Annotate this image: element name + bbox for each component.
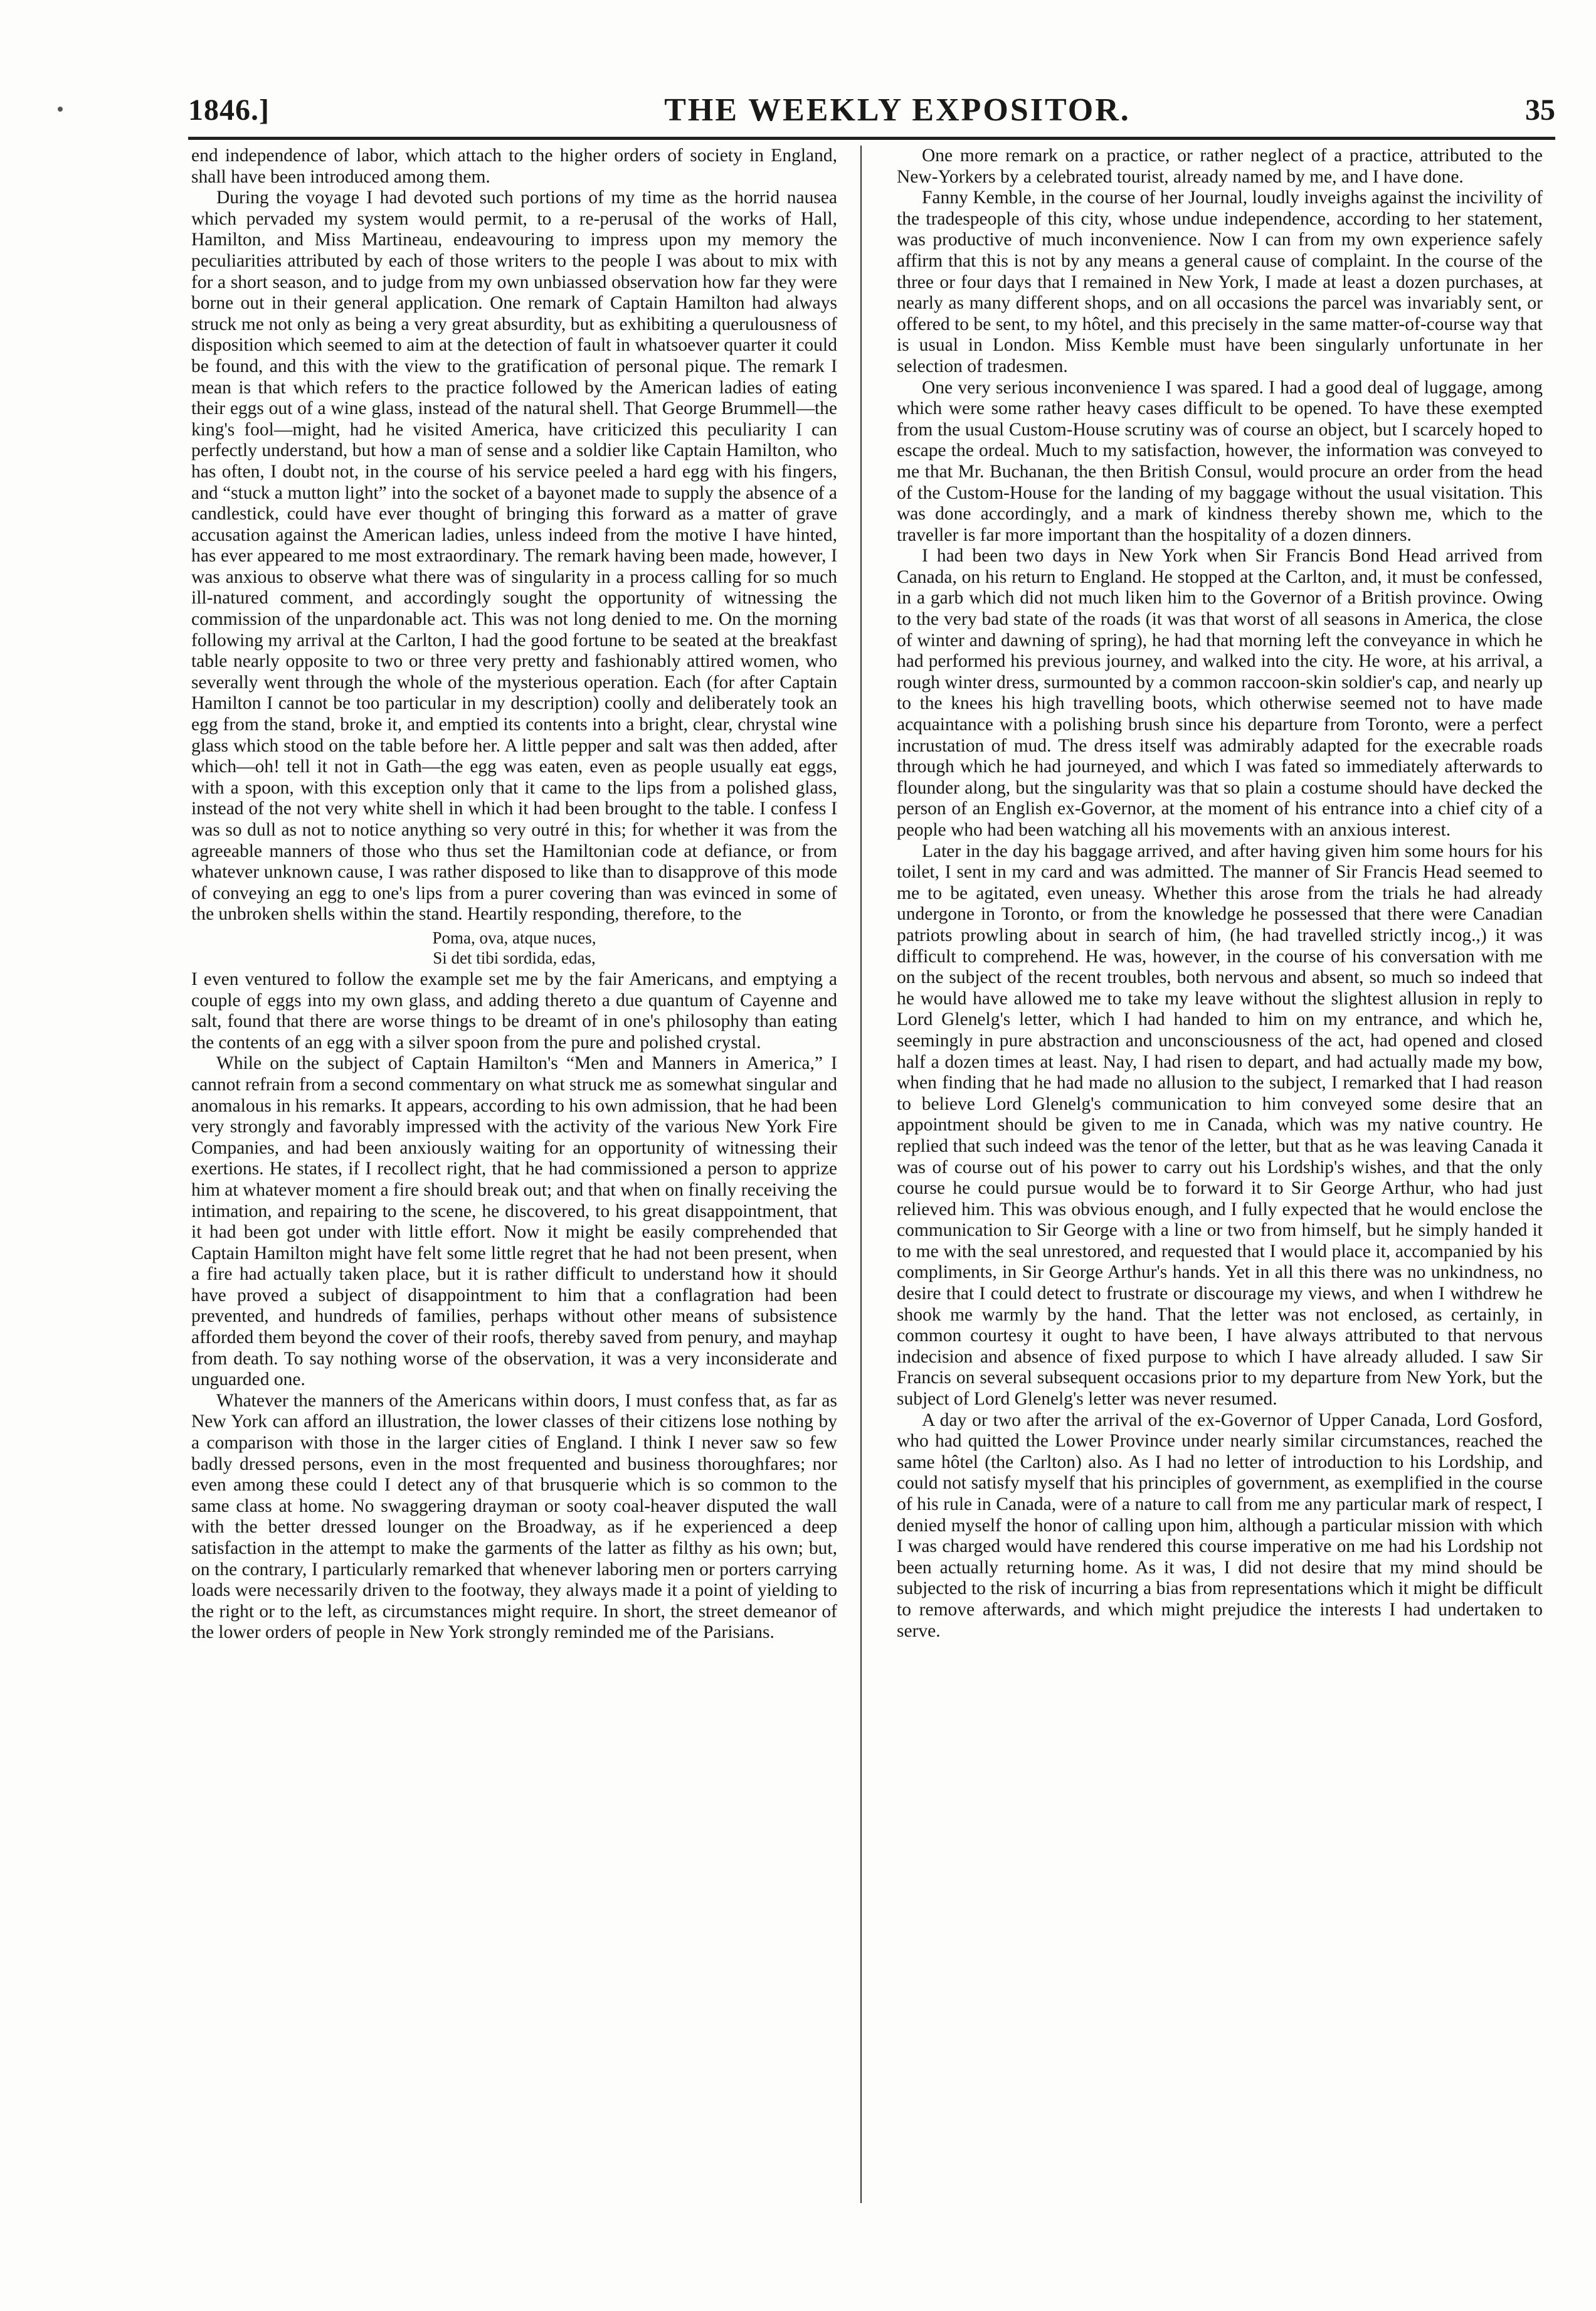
publication-title: THE WEEKLY EXPOSITOR.: [664, 92, 1131, 128]
paragraph: One very serious inconvenience I was spared. I had a good deal of luggage, among which were some rather heavy cases difficult to be opened. To have these exempted from the usual Custom-House scrutiny was of course an object, but I scarcely hoped to escape the ordeal. Much to my satisfaction, however, the information was conveyed to me that Mr. Buchanan, the then British Consul, would procure an order from the head of the Custom-House for the landing of my baggage without the usual visitation. This was done accordingly, and a mark of kindness thereby shown me, which to the traveller is far more important than the hospitality of a dozen dinners.: [897, 377, 1543, 545]
verse-line: Si det tibi sordida, edas,: [433, 948, 596, 967]
page-number: 35: [1525, 93, 1555, 127]
latin-verse: [191, 928, 837, 968]
paragraph: I even ventured to follow the example set me by the fair Americans, and emptying a couple of eggs into my own glass, and adding thereto a due quantum of Cayenne and salt, found that there are worse things to be dreamt of in one's philosophy than eating the contents of an egg with a silver spoon from the pure and polished crystal.: [191, 969, 837, 1053]
paragraph: One more remark on a practice, or rather neglect of a practice, attributed to the New-Yorkers by a celebrated tourist, already named by me, and I have done.: [897, 146, 1543, 187]
page-header: [188, 82, 1555, 138]
margin-dot: [58, 107, 63, 112]
paragraph: A day or two after the arrival of the ex-Governor of Upper Canada, Lord Gosford, who had quitted the Lower Province under nearly similar circumstances, reached the same hôtel (the Carlton) also. As I had no letter of introduction to his Lordship, and could not satisfy myself that his principles of government, as exemplified in the course of his rule in Canada, were of a nature to call from me any particular mark of respect, I denied myself the honor of calling upon him, although a particular mission with which I was charged would have rendered this course imperative on me had his Lordship not been actually returning home. As it was, I did not desire that my mind should be subjected to the risk of incurring a bias from representations which it might be difficult to remove afterwards, and which might prejudice the interests I had undertaken to serve.: [897, 1410, 1543, 1641]
paragraph: Fanny Kemble, in the course of her Journal, loudly inveighs against the incivility of the tradespeople of this city, whose undue independence, according to her statement, was productive of much inconvenience. Now I can from my own experience safely affirm that this is not by any means a general cause of complaint. In the course of the three or four days that I remained in New York, I made at least a dozen purchases, at nearly as many different shops, and on all occasions the parcel was invariably sent, or offered to be sent, to my hôtel, and this precisely in the same matter-of-course way that is usual in London. Miss Kemble must have been singularly unfortunate in her selection of tradesmen.: [897, 188, 1543, 376]
paragraph: Later in the day his baggage arrived, and after having given him some hours for his toilet, I sent in my card and was admitted. The manner of Sir Francis Head seemed to me to be agitated, even uneasy. Whether this arose from the trials he had already undergone in Toronto, or from the knowledge he possessed that there were Canadian patriots prowling about in search of him, (he had travelled strictly incog.,) it was difficult to comprehend. He was, however, in the course of his conversation with me on the subject of the recent troubles, both nervous and absent, so much so indeed that he would have allowed me to take my leave without the slightest allusion in reply to Lord Glenelg's letter, which I had handed to him on my entrance, and which he, seemingly in pure abstraction and unconsciousness of the act, had opened and closed half a dozen times at least. Nay, I had risen to depart, and had actually made my bow, when finding that he had made no allusion to the subject, I remarked that I had reason to believe Lord Glenelg's communication to him conveyed some desire that an appointment should be given to me in Canada, which was my native country. He replied that such indeed was the tenor of the letter, but that as he was leaving Canada it was of course out of his power to carry out his Lordship's wishes, and that the only course he could pursue would be to forward it to Sir George Arthur, who had just relieved him. This was obvious enough, and I fully expected that he would enclose the communication to Sir George with a line or two from himself, but he simply handed it to me with the seal unrestored, and requested that I would place it, accompanied by his compliments, in Sir George Arthur's hands. Yet in all this there was no unkindness, no desire that I could detect to frustrate or discourage my views, and when I withdrew he shook me warmly by the hand. That the letter was not enclosed, as certainly, in common courtesy it ought to have been, I have always attributed to that nervous indecision and absence of fixed purpose to which I have already alluded. I saw Sir Francis on several subsequent occasions prior to my departure from New York, but the subject of Lord Glenelg's letter was never resumed.: [897, 841, 1543, 1410]
right-column: [897, 146, 1543, 2266]
header-year: 1846.]: [188, 93, 270, 127]
column-divider: [860, 146, 862, 2203]
paragraph: During the voyage I had devoted such portions of my time as the horrid nausea which pervaded my system would permit, to a re-perusal of the works of Hall, Hamilton, and Miss Martineau, endeavouring to impress upon my memory the peculiarities attributed by each of those writers to the people I was about to mix with for a short season, and to judge from my own unbiassed observation how far they were borne out in their general application. One remark of Captain Hamilton had always struck me not only as being a very great absurdity, but as exhibiting a querulousness of disposition which seemed to aim at the detection of fault in whatsoever quarter it could be found, and this with the view to the gratification of personal pique. The remark I mean is that which refers to the practice followed by the American ladies of eating their eggs out of a wine glass, instead of the natural shell. That George Brummell—the king's fool—might, had he visited America, have criticized this peculiarity I can perfectly understand, but how a man of sense and a soldier like Captain Hamilton, who has often, I doubt not, in the course of his service peeled a hard egg with his fingers, and “stuck a mutton light” into the socket of a bayonet made to supply the absence of a candlestick, could have ever thought of bringing this forward as a matter of grave accusation against the American ladies, unless indeed from the motive I have hinted, has ever appeared to me most extraordinary. The remark having been made, however, I was anxious to observe what there was of singularity in a process calling for so much ill-natured comment, and accordingly sought the opportunity of witnessing the commission of the unpardonable act. This was not long denied to me. On the morning following my arrival at the Carlton, I had the good fortune to be seated at the breakfast table nearly opposite to two or three very pretty and fashionably attired women, who severally went through the whole of the mysterious operation. Each (for after Captain Hamilton I cannot be too particular in my description) coolly and deliberately took an egg from the stand, broke it, and emptied its contents into a bright, clear, chrystal wine glass which stood on the table before her. A little pepper and salt was then added, after which—oh! tell it not in Gath—the egg was eaten, even as people usually eat eggs, with a spoon, with this exception only that it came to the lips from a polished glass, instead of the not very white shell in which it had been brought to the table. I confess I was so dull as not to notice anything so very outré in this; for whether it was from the agreeable manners of those who thus set the Hamiltonian code at defiance, or from whatever unknown cause, I was rather disposed to like than to disapprove of this mode of conveying an egg to one's lips from a purer covering than was evinced in some of the unbroken shells within the stand. Heartily responding, therefore, to the: [191, 188, 837, 925]
paragraph: end independence of labor, which attach to the higher orders of society in England, shall have been introduced among them.: [191, 146, 837, 187]
header-rule: [188, 137, 1555, 140]
paragraph: I had been two days in New York when Sir Francis Bond Head arrived from Canada, on his return to England. He stopped at the Carlton, and, it must be confessed, in a garb which did not much liken him to the Governor of a British province. Owing to the very bad state of the roads (it was that worst of all seasons in America, the close of winter and dawning of spring), he had that morning left the conveyance in which he had performed his previous journey, and walked into the city. He wore, at his arrival, a rough winter dress, surmounted by a common raccoon-skin soldier's cap, and nearly up to the knees his high travelling boots, which otherwise seemed not to have made acquaintance with a polishing brush since his departure from Toronto, were a perfect incrustation of mud. The dress itself was admirably adapted for the execrable roads through which he had journeyed, and which I was fated so immediately afterwards to flounder along, but the singularity was that so plain a costume should have decked the person of an English ex-Governor, at the moment of his entrance into a chief city of a people who had been watching all his movements with an anxious interest.: [897, 546, 1543, 840]
left-column: [191, 146, 837, 2266]
paragraph: While on the subject of Captain Hamilton's “Men and Manners in America,” I cannot refrain from a second commentary on what struck me as somewhat singular and anomalous in his remarks. It appears, according to his own admission, that he had been very strongly and favorably impressed with the activity of the various New York Fire Companies, and had been anxiously waiting for an opportunity of witnessing their exertions. He states, if I recollect right, that he had commissioned a person to apprize him at whatever moment a fire should break out; and that when on finally receiving the intimation, and repairing to the scene, he discovered, to his great disappointment, that it had been got under with little effort. Now it might be easily comprehended that Captain Hamilton might have felt some little regret that he had not been present, when a fire had actually taken place, but it is rather difficult to understand how it should have proved a subject of disappointment to him that a conflagration had been prevented, and hundreds of families, perhaps without other means of subsistence afforded them beyond the cover of their roofs, thereby saved from penury, and mayhap from death. To say nothing worse of the observation, it was a very inconsiderate and unguarded one.: [191, 1053, 837, 1390]
paragraph: Whatever the manners of the Americans within doors, I must confess that, as far as New York can afford an illustration, the lower classes of their citizens lose nothing by a comparison with those in the larger cities of England. I think I never saw so few badly dressed persons, even in the most frequented and business thoroughfares; nor even among these could I detect any of that brusquerie which is so common to the same class at home. No swaggering drayman or sooty coal-heaver disputed the wall with the better dressed lounger on the Broadway, as if he experienced a deep satisfaction in the attempt to make the garments of the latter as filthy as his own; but, on the contrary, I particularly remarked that whenever laboring men or porters carrying loads were necessarily driven to the footway, they always made it a point of yielding to the right or to the left, as circumstances might require. In short, the street demeanor of the lower orders of people in New York strongly reminded me of the Parisians.: [191, 1390, 837, 1643]
verse-line: Poma, ova, atque nuces,: [432, 928, 596, 947]
